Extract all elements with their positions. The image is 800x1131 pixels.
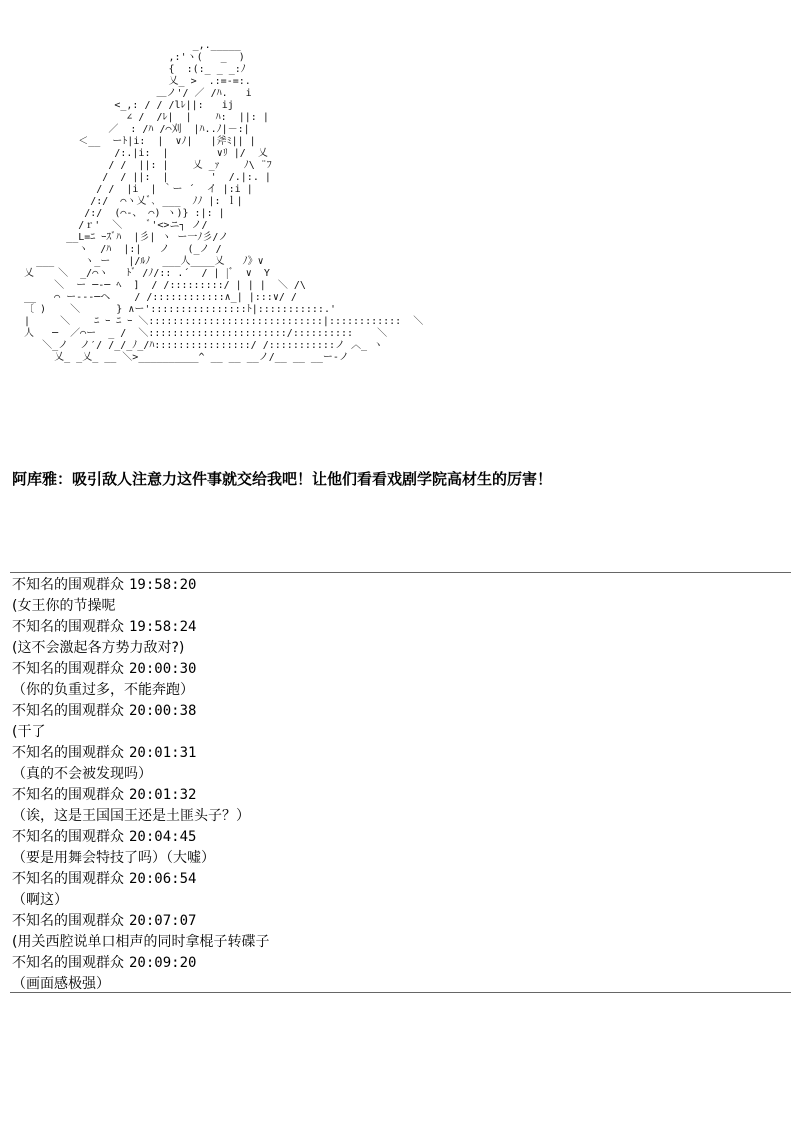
comment-text: （要是用舞会特技了吗）（大嘘）	[12, 850, 215, 866]
ascii-art-illustration	[12, 40, 432, 460]
comment-username: 不知名的围观群众	[12, 913, 124, 929]
ascii-art-line: 乂 ＼ _/⌒ヽ ﾄﾞ /ﾉ/:: .´ / | |ﾞ ∨ Y	[12, 268, 270, 279]
comment-timestamp: 20:07:07	[129, 913, 197, 929]
comment-text: （真的不会被发现吗）	[12, 766, 152, 782]
comment-timestamp: 20:04:45	[129, 829, 197, 845]
ascii-art-line: ／ : /ﾊ /⌒刈 |ﾊ..ﾉ|－:|	[12, 124, 250, 135]
comments-bottom-divider	[10, 992, 791, 993]
comment-timestamp: 20:01:32	[129, 787, 197, 803]
comment-username: 不知名的围观群众	[12, 661, 124, 677]
ascii-art-text	[12, 40, 432, 364]
comment-username: 不知名的围观群众	[12, 787, 124, 803]
ascii-art-line: /:/ (⌒-、 ⌒) ヽ)} :|: |	[12, 208, 225, 219]
comment-header	[12, 659, 782, 680]
ascii-art-line: ＜__ ーﾄ|i: | ∨ﾉ| |斧ﾐ|| |	[12, 136, 256, 147]
comment-text: （画面感极强）	[12, 976, 110, 992]
comment-username: 不知名的围观群众	[12, 619, 124, 635]
comment-header	[12, 701, 782, 722]
ascii-art-line: ___ ヽ_ー |/ﾙﾉ ___人____乂 ﾉ》∨	[12, 256, 264, 267]
ascii-art-line: ∠ / /ﾚ| | ﾊ: ||: |	[12, 112, 269, 123]
comments-top-divider	[10, 572, 791, 573]
comment-text: （你的负重过多，不能奔跑）	[12, 682, 194, 698]
comment-timestamp: 19:58:20	[129, 577, 197, 593]
comment-text: (干了	[12, 724, 46, 740]
comment-header	[12, 575, 782, 596]
ascii-art-line: / / |i | ｀ー ´ イ |:i |	[12, 184, 253, 195]
ascii-art-line: /:/ ⌒ヽ乂ﾞ､ ___ ﾉﾉ |: ｌ|	[12, 196, 243, 207]
comment-header	[12, 953, 782, 974]
comment-header	[12, 785, 782, 806]
ascii-art-line: /:.|i: | ∨ﾘ |/ 乂	[12, 148, 268, 159]
comment-username: 不知名的围观群众	[12, 703, 124, 719]
ascii-art-line: 人 ─ ／⌒ー _ / ＼:::::::::::::::::::::::/:::::::::: ＼	[12, 328, 388, 339]
comment-text: (这不会激起各方势力敌对?)	[12, 640, 185, 656]
comment-text: （诶，这是王国国王还是土匪头子？）	[12, 808, 250, 824]
ascii-art-line: 〔 ) ＼ } ∧ー'::::::::::::::::ﾄ|:::::::::::.'	[12, 304, 343, 315]
comment-username: 不知名的围观群众	[12, 745, 124, 761]
comment-text: (用关西腔说单口相声的同时拿棍子转碟子	[12, 934, 270, 950]
comment-text: （啊这）	[12, 892, 68, 908]
comment-timestamp: 19:58:24	[129, 619, 197, 635]
comment-timestamp: 20:01:31	[129, 745, 197, 761]
comment-header	[12, 911, 782, 932]
comment-header	[12, 827, 782, 848]
comment-header	[12, 743, 782, 764]
ascii-art-line: 乂_ > .:=‐=:.	[12, 76, 251, 87]
ascii-art-line: _,._____	[12, 40, 241, 51]
ascii-art-line: <_,: / / /lﾚ||: ij	[12, 100, 234, 111]
comment-list	[12, 575, 782, 995]
ascii-art-line: ＼ ー ─‐─ ﾍ ] / /:::::::::/ | | | ＼ /\	[12, 280, 306, 291]
ascii-art-line: __L=ﾆ ｰｽﾞﾊ |彡| ヽ ー一ﾉ彡/ノ	[12, 232, 229, 243]
comment-header	[12, 869, 782, 890]
ascii-art-line: ,:'ヽ( _ )	[12, 52, 245, 63]
ascii-art-line: /ｒ' ＼ ﾞ'<>ニ┐ ノ/	[12, 220, 208, 231]
ascii-art-line: | ＼ ﾆ ｰ ﾆ ｰ ＼:::::::::::::::::::::::::::::|:::::::::::: ＼	[12, 316, 424, 327]
comment-username: 不知名的围观群众	[12, 829, 124, 845]
ascii-art-line: ＿ノ'/ ／ /ﾊ. i	[12, 88, 252, 99]
comment-username: 不知名的围观群众	[12, 577, 124, 593]
character-speech-line: 阿库雅：吸引敌人注意力这件事就交给我吧！让他们看看戏剧学院高材生的厉害！	[12, 470, 553, 488]
ascii-art-line: / / ||: | 乂 _ｧ ﾉ\ ¨ﾌ	[12, 160, 272, 171]
ascii-art-line: { :(:_ _ _:ﾉ	[12, 64, 246, 75]
comment-username: 不知名的围观群众	[12, 955, 124, 971]
ascii-art-line: / / ||: | ' /.|:. |	[12, 172, 271, 183]
comment-username: 不知名的围观群众	[12, 871, 124, 887]
comment-text: (女王你的节操呢	[12, 598, 116, 614]
comment-timestamp: 20:09:20	[129, 955, 197, 971]
comment-timestamp: 20:00:30	[129, 661, 197, 677]
comment-timestamp: 20:00:38	[129, 703, 197, 719]
ascii-art-line: 乂_ _乂_ __ ＼>__________^ __ __ __ノ/__ __ __ー-ノ	[12, 352, 349, 363]
ascii-art-line: ヽ /ﾊ |:| ノ (_ノ /	[12, 244, 222, 255]
comment-timestamp: 20:06:54	[129, 871, 197, 887]
ascii-art-line: __ ⌒ ー---─ヘ / /::::::::::::∧_| |:::∨/ /	[12, 292, 297, 303]
comment-header	[12, 617, 782, 638]
ascii-art-line: ＼_ノ ノ′/ /_/_ﾉ_/ﾊ::::::::::::::::/ /:::::::::::ノ ︿_ ヽ	[12, 340, 384, 351]
